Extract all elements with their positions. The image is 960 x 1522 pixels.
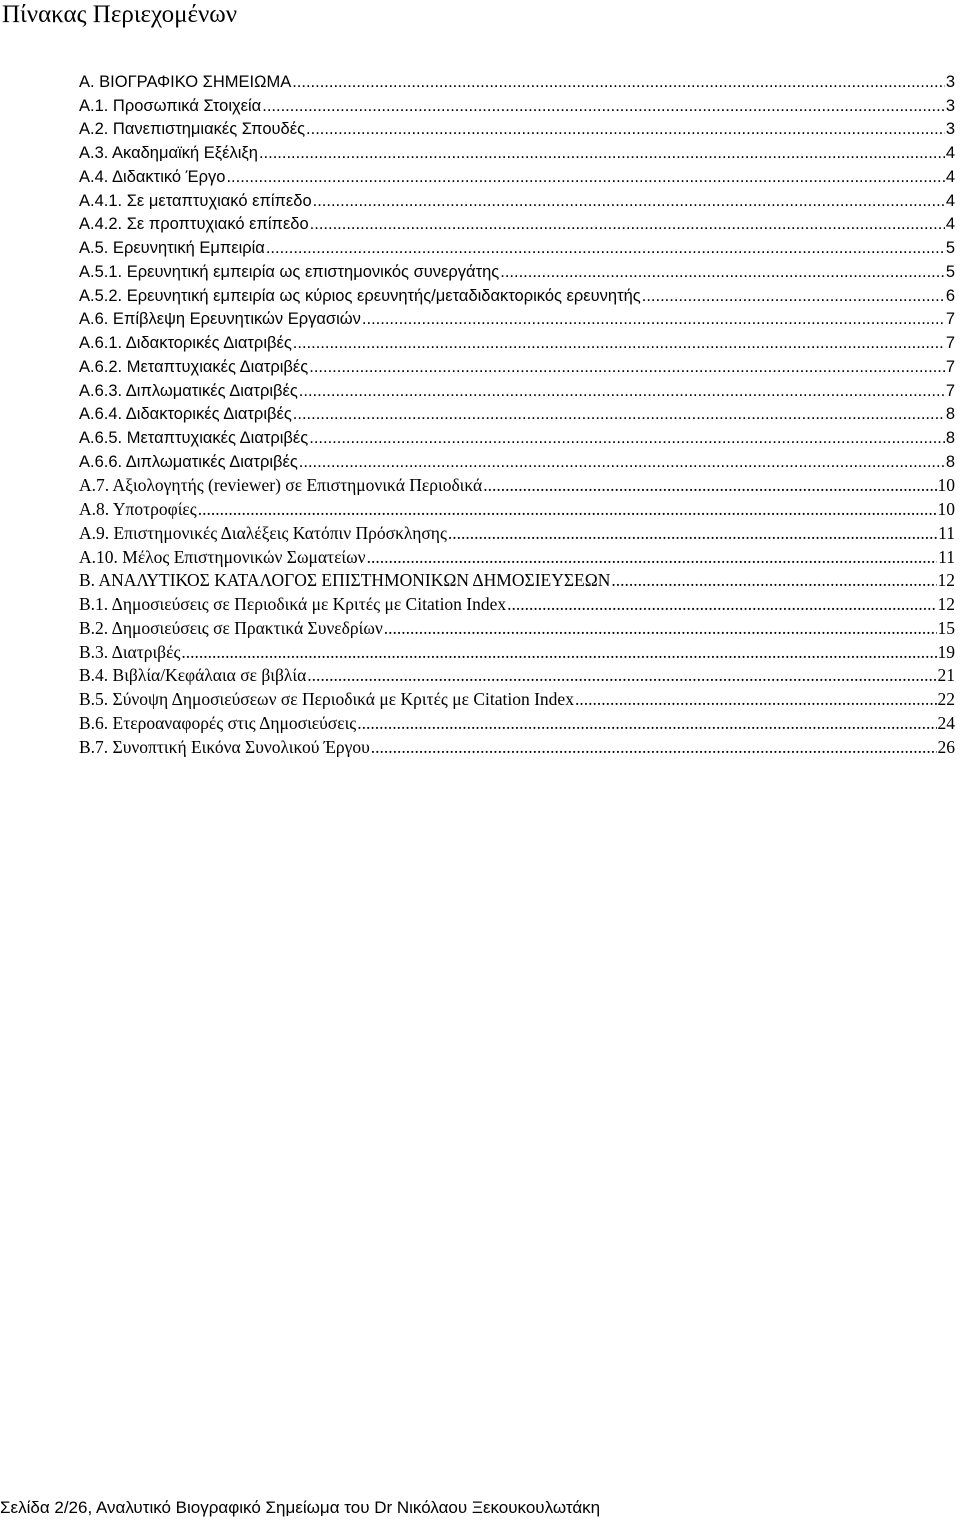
table-of-contents [0,71,960,759]
toc-entry[interactable] [0,380,960,404]
toc-dot-leader [266,237,945,261]
toc-entry-title: Α.10. Μέλος Επιστημονικών Σωματείων [79,546,366,567]
toc-entry[interactable] [0,332,960,356]
toc-entry[interactable] [0,617,960,641]
toc-row[interactable] [79,71,955,95]
toc-entry-title: Α.5.1. Ερευνητική εμπειρία ως επιστημονικός συνεργάτης [79,262,500,281]
toc-row[interactable] [79,237,955,261]
toc-row[interactable] [79,522,955,546]
toc-entry-title: Α.4.2. Σε προπτυχιακό επίπεδο [79,215,309,234]
toc-page-number: 24 [937,712,955,733]
toc-entry[interactable] [0,71,960,95]
toc-dot-leader [371,736,937,760]
toc-dot-leader [198,498,937,522]
toc-page-number: 11 [938,522,955,543]
toc-entry-title: Α.9. Επιστημονικές Διαλέξεις Κατόπιν Πρόσκλησης [79,522,447,543]
toc-row[interactable] [79,118,955,142]
toc-page-number: 12 [937,570,955,591]
toc-entry[interactable] [0,118,960,142]
toc-row[interactable] [79,332,955,356]
toc-page-number: 3 [945,96,955,115]
toc-dot-leader [299,380,945,404]
toc-dot-leader [448,522,937,546]
toc-row[interactable] [79,308,955,332]
toc-entry-title: Α.2. Πανεπιστημιακές Σπουδές [79,120,306,139]
toc-page-number: 8 [945,429,955,448]
toc-page-number: 4 [945,215,955,234]
toc-row[interactable] [79,380,955,404]
toc-entry-title: Β.2. Δημοσιεύσεις σε Πρακτικά Συνεδρίων [79,617,383,638]
toc-entry[interactable] [0,166,960,190]
toc-row[interactable] [79,166,955,190]
toc-entry-title: Α.6.4. Διδακτορικές Διατριβές [79,405,292,424]
toc-entry-title: Β. ΑΝΑΛΥΤΙΚΟΣ ΚΑΤΑΛΟΓΟΣ ΕΠΙΣΤΗΜΟΝΙΚΩΝ ΔΗΜΟΣΙΕΥΣΕΩΝ [79,570,611,591]
toc-dot-leader [299,451,945,475]
toc-dot-leader [642,285,945,309]
toc-entry-title: Α.1. Προσωπικά Στοιχεία [79,96,262,115]
page-title: Πίνακας Περιεχομένων [2,1,238,28]
toc-dot-leader [307,664,936,688]
toc-row[interactable] [79,736,955,760]
toc-page-number: 26 [937,736,955,757]
toc-entry[interactable] [0,474,960,498]
toc-dot-leader [575,688,937,712]
toc-row[interactable] [79,190,955,214]
toc-row[interactable] [79,95,955,119]
toc-entry-title: Α.4. Διδακτικό Έργο [79,167,226,186]
toc-entry[interactable] [0,712,960,736]
page-footer: Σελίδα 2/26, Αναλυτικό Βιογραφικό Σημείωμα του Dr Νικόλαου Ξεκουκουλωτάκη [0,1498,601,1517]
toc-dot-leader [181,641,936,665]
toc-row[interactable] [79,142,955,166]
toc-row[interactable] [79,593,955,617]
toc-entry-title: Β.3. Διατριβές [79,641,181,662]
toc-row[interactable] [79,546,955,570]
toc-dot-leader [262,95,945,119]
toc-entry-title: Α.7. Αξιολογητής (reviewer) σε Επιστημονικά Περιοδικά [79,475,483,496]
toc-entry[interactable] [0,190,960,214]
toc-row[interactable] [79,451,955,475]
toc-row[interactable] [79,617,955,641]
toc-page-number: 8 [945,405,955,424]
toc-page-number: 4 [945,144,955,163]
toc-entry[interactable] [0,285,960,309]
toc-entry-title: Α.6. Επίβλεψη Ερευνητικών Εργασιών [79,310,361,329]
toc-dot-leader [309,356,945,380]
toc-dot-leader [483,474,936,498]
toc-page-number: 10 [937,499,955,520]
toc-page-number: 7 [945,310,955,329]
toc-page-number: 4 [945,191,955,210]
toc-page-number: 5 [945,262,955,281]
toc-dot-leader [309,427,945,451]
toc-entry[interactable] [0,427,960,451]
toc-entry[interactable] [0,213,960,237]
toc-entry[interactable] [0,95,960,119]
toc-entry-title: Α.6.1. Διδακτορικές Διατριβές [79,334,292,353]
toc-dot-leader [310,213,945,237]
toc-entry-title: Α.3. Ακαδημαϊκή Εξέλιξη [79,144,258,163]
toc-row[interactable] [79,712,955,736]
toc-entry[interactable] [0,641,960,665]
toc-entry-title: Β.6. Ετεροαναφορές στις Δημοσιεύσεις [79,712,357,733]
toc-page-number: 7 [945,381,955,400]
toc-page-number: 19 [937,641,955,662]
toc-row[interactable] [79,641,955,665]
toc-page-number: 12 [937,594,955,615]
toc-entry-title: Α.6.5. Μεταπτυχιακές Διατριβές [79,429,309,448]
toc-page-number: 7 [945,357,955,376]
toc-page-number: 3 [945,120,955,139]
toc-dot-leader [500,261,945,285]
toc-entry[interactable] [0,308,960,332]
toc-entry[interactable] [0,142,960,166]
toc-page-number: 7 [945,334,955,353]
toc-dot-leader [259,142,945,166]
toc-row[interactable] [79,427,955,451]
toc-entry[interactable] [0,546,960,570]
toc-row[interactable] [79,498,955,522]
toc-dot-leader [357,712,936,736]
toc-entry-title: Α.8. Υποτροφίες [79,499,197,520]
toc-page-number: 6 [945,286,955,305]
toc-entry-title: Α.5. Ερευνητική Εμπειρία [79,239,265,258]
toc-entry-title: Α.6.3. Διπλωματικές Διατριβές [79,381,298,400]
toc-entry-title: Α.6.6. Διπλωματικές Διατριβές [79,452,298,471]
toc-row[interactable] [79,285,955,309]
toc-dot-leader [226,166,944,190]
toc-dot-leader [292,71,945,95]
toc-page-number: 21 [937,665,955,686]
toc-dot-leader [362,308,945,332]
toc-row[interactable] [79,688,955,712]
toc-entry[interactable] [0,498,960,522]
toc-row[interactable] [79,569,955,593]
toc-entry[interactable] [0,736,960,760]
toc-entry[interactable] [0,403,960,427]
toc-entry[interactable] [0,237,960,261]
toc-row[interactable] [79,261,955,285]
toc-page-number: 10 [937,475,955,496]
toc-dot-leader [306,118,945,142]
toc-entry-title: Α.6.2. Μεταπτυχιακές Διατριβές [79,357,309,376]
toc-entry[interactable] [0,522,960,546]
toc-page-number: 3 [945,73,955,91]
toc-entry[interactable] [0,664,960,688]
toc-row[interactable] [79,403,955,427]
toc-dot-leader [507,593,936,617]
toc-page-number: 8 [945,452,955,471]
toc-entry-title: Α. ΒΙΟΓΡΑΦΙΚΟ ΣΗΜΕΙΩΜΑ [79,73,292,91]
toc-row[interactable] [79,356,955,380]
toc-page-number: 4 [945,167,955,186]
toc-dot-leader [293,403,945,427]
toc-entry-title: Α.5.2. Ερευνητική εμπειρία ως κύριος ερευνητής/μεταδιδακτορικός ερευνητής [79,286,641,305]
toc-entry-title: Β.7. Συνοπτική Εικόνα Συνολικού Έργου [79,736,370,757]
toc-dot-leader [367,546,938,570]
toc-dot-leader [293,332,945,356]
toc-entry[interactable] [0,688,960,712]
toc-dot-leader [611,569,936,593]
toc-page-number: 11 [938,546,955,567]
toc-entry-title: Β.5. Σύνοψη Δημοσιεύσεων σε Περιοδικά με Κριτές με Citation Index [79,689,574,710]
toc-row[interactable] [79,474,955,498]
toc-entry[interactable] [0,356,960,380]
toc-page-number: 5 [945,239,955,258]
toc-dot-leader [384,617,937,641]
toc-page-number: 15 [937,617,955,638]
toc-entry-title: Β.1. Δημοσιεύσεις σε Περιοδικά με Κριτές με Citation Index [79,594,507,615]
toc-page-number: 22 [937,689,955,710]
toc-entry[interactable] [0,593,960,617]
toc-dot-leader [313,190,945,214]
toc-row[interactable] [79,664,955,688]
toc-entry[interactable] [0,569,960,593]
toc-entry-title: Β.4. Βιβλία/Κεφάλαια σε βιβλία [79,665,307,686]
toc-entry-title: Α.4.1. Σε μεταπτυχιακό επίπεδο [79,191,312,210]
toc-row[interactable] [79,213,955,237]
toc-entry[interactable] [0,261,960,285]
toc-entry[interactable] [0,451,960,475]
